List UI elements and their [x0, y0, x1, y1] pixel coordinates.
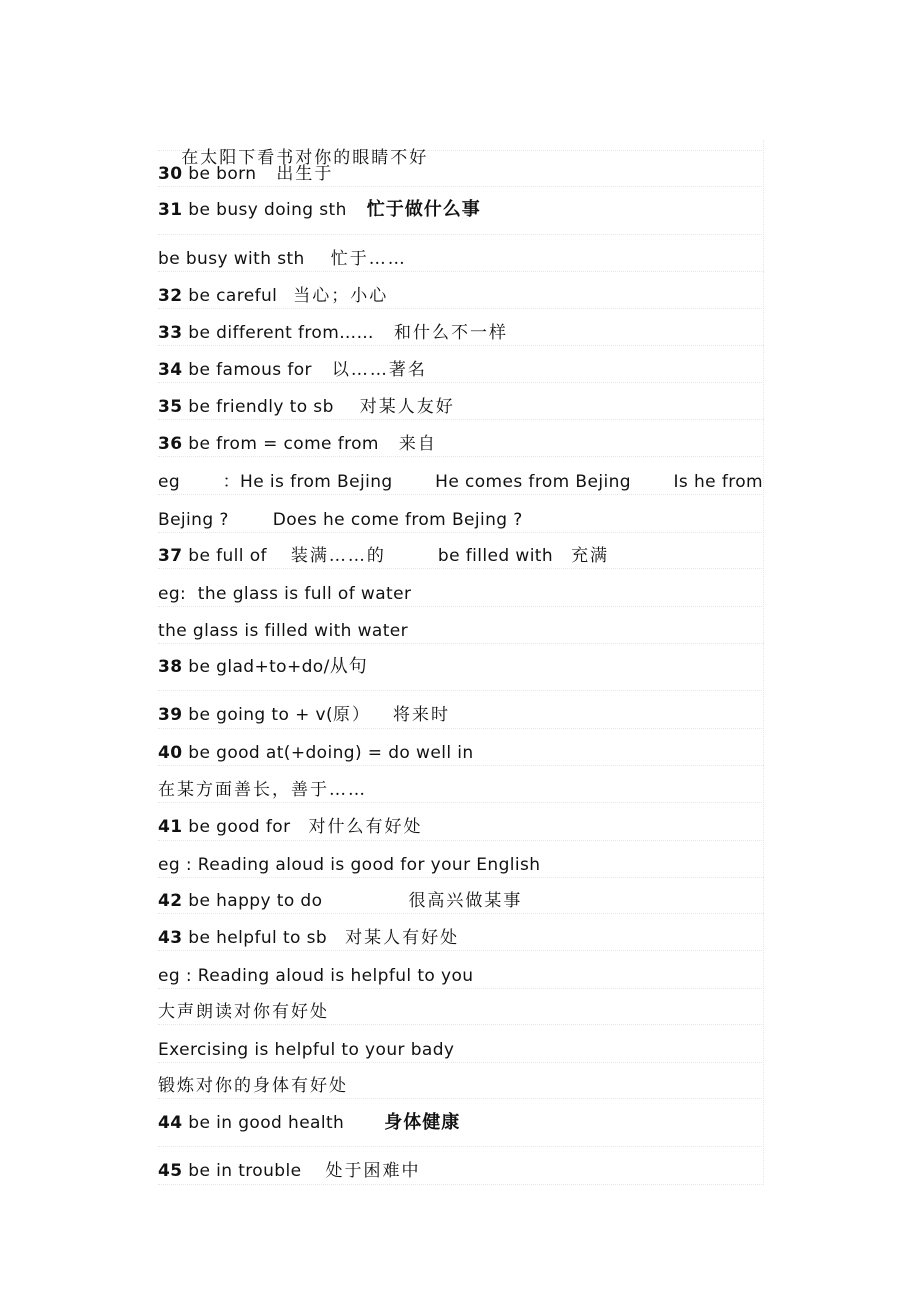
line-guide	[158, 606, 764, 607]
phrase-number: 41	[158, 817, 183, 837]
line-guide	[158, 494, 764, 495]
example-text: the glass is filled with water	[158, 621, 409, 641]
phrase-number: 36	[158, 434, 183, 454]
example-line	[158, 471, 763, 493]
phrase-number: 44	[158, 1113, 183, 1133]
english-phrase: be different from……	[182, 323, 374, 343]
phrase-line	[158, 704, 450, 726]
phrase-line	[158, 199, 481, 221]
line-guide	[158, 456, 764, 457]
line-guide	[158, 271, 764, 272]
english-phrase: be filled with	[437, 546, 554, 566]
english-phrase: be good at(+doing) = do well in	[182, 743, 474, 763]
line-guide	[158, 568, 764, 569]
line-guide	[158, 234, 764, 235]
line-guide	[158, 802, 764, 803]
phrase-line	[158, 1160, 420, 1182]
chinese-meaning: 将来时	[393, 705, 451, 725]
english-phrase: be glad+to+do/	[182, 657, 330, 677]
english-phrase: be helpful to sb	[182, 928, 328, 948]
line-guide	[158, 950, 764, 951]
english-phrase: be full of	[182, 546, 267, 566]
phrase-line	[158, 816, 423, 838]
phrase-number: 40	[158, 743, 183, 763]
line-guide	[158, 988, 764, 989]
phrase-line	[158, 545, 609, 567]
english-phrase: be going to + v(	[182, 705, 334, 725]
line-guide	[158, 308, 764, 309]
line-guide	[158, 1146, 764, 1147]
phrase-line	[158, 656, 368, 678]
line-guide	[158, 1062, 764, 1063]
example-text: eg: the glass is full of water	[158, 584, 412, 604]
example-line	[158, 620, 408, 642]
line-guide	[158, 1024, 764, 1025]
phrase-line	[158, 285, 388, 307]
phrase-line	[158, 163, 333, 185]
english-phrase: be in good health	[182, 1113, 345, 1133]
phrase-line	[158, 1112, 460, 1134]
line-guide	[158, 765, 764, 766]
chinese-meaning: 充满	[571, 546, 610, 566]
example-part: Is he from	[673, 472, 763, 492]
chinese-meaning: 处于困难中	[325, 1161, 421, 1181]
phrase-line	[158, 742, 474, 764]
chinese-meaning: 对某人有好处	[345, 928, 460, 948]
chinese-translation: 大声朗读对你有好处	[158, 1002, 329, 1022]
line-guide	[158, 382, 764, 383]
phrase-number: 37	[158, 546, 183, 566]
phrase-number: 43	[158, 928, 183, 948]
english-phrase: be careful	[182, 286, 278, 306]
chinese-meaning: 和什么不一样	[393, 323, 508, 343]
phrase-line	[158, 927, 459, 949]
chinese-meaning: 来自	[398, 434, 437, 454]
phrase-line	[158, 359, 427, 381]
example-line	[158, 583, 411, 605]
phrase-line	[158, 396, 455, 418]
phrase-number: 31	[158, 200, 183, 220]
chinese-meaning: 装满……的	[290, 546, 386, 566]
english-phrase: be friendly to sb	[182, 397, 334, 417]
margin-guide	[763, 140, 764, 1185]
line-guide	[158, 1098, 764, 1099]
phrase-line	[158, 322, 508, 344]
example-line	[158, 965, 473, 987]
chinese-meaning: 从句	[329, 656, 368, 677]
phrase-line	[158, 433, 437, 455]
phrase-line	[158, 779, 367, 801]
english-phrase: be born	[182, 164, 257, 184]
line-guide	[158, 1184, 764, 1185]
chinese-meaning: 以……著名	[331, 360, 427, 380]
chinese-meaning: 忙于做什么事	[366, 199, 481, 220]
example-part: Does he come from Bejing ?	[272, 510, 523, 530]
english-phrase: be busy with sth	[158, 249, 305, 269]
example-line	[158, 1001, 329, 1023]
example-line	[158, 854, 540, 876]
example-text: eg : Reading aloud is good for your English	[158, 855, 541, 875]
chinese-translation: 锻炼对你的身体有好处	[158, 1076, 348, 1096]
english-phrase: be busy doing sth	[182, 200, 347, 220]
chinese-meaning: 很高兴做某事	[408, 891, 523, 911]
line-guide	[158, 690, 764, 691]
phrase-number: 33	[158, 323, 183, 343]
chinese-meaning: 忙于……	[330, 249, 407, 269]
line-guide	[158, 913, 764, 914]
example-text: Exercising is helpful to your bady	[158, 1040, 455, 1060]
chinese-meaning: 对某人友好	[359, 397, 455, 417]
example-part: ：He is from Bejing	[222, 472, 393, 492]
phrase-line	[158, 248, 407, 270]
chinese-meaning: 当心；小心	[293, 286, 389, 306]
line-guide	[158, 419, 764, 420]
example-line	[158, 1075, 348, 1097]
chinese-meaning: 原）	[333, 705, 372, 725]
example-part: Bejing ?	[158, 510, 229, 530]
phrase-number: 39	[158, 705, 183, 725]
chinese-meaning: 出生于	[276, 164, 334, 184]
english-phrase: be in trouble	[182, 1161, 302, 1181]
line-guide	[158, 643, 764, 644]
example-line	[158, 1039, 454, 1061]
example-part: He comes from Bejing	[435, 472, 631, 492]
phrase-number: 38	[158, 657, 183, 677]
example-part: eg	[158, 472, 181, 492]
english-phrase: be from = come from	[182, 434, 379, 454]
line-guide	[158, 532, 764, 533]
phrase-number: 35	[158, 397, 183, 417]
phrase-number: 30	[158, 164, 183, 184]
chinese-meaning: 对什么有好处	[308, 817, 423, 837]
line-guide	[158, 728, 764, 729]
chinese-meaning: 身体健康	[384, 1112, 461, 1133]
chinese-text: 在太阳下看书对你的眼睛不好	[181, 148, 429, 168]
example-text: eg : Reading aloud is helpful to you	[158, 966, 474, 986]
example-line	[158, 509, 523, 531]
english-phrase: be famous for	[182, 360, 312, 380]
chinese-meaning: 在某方面善长，善于……	[158, 780, 367, 800]
line-guide	[158, 345, 764, 346]
line-guide	[158, 840, 764, 841]
phrase-number: 34	[158, 360, 183, 380]
phrase-number: 32	[158, 286, 183, 306]
phrase-number: 42	[158, 891, 183, 911]
line-guide	[158, 877, 764, 878]
phrase-line	[158, 890, 522, 912]
english-phrase: be happy to do	[182, 891, 323, 911]
english-phrase: be good for	[182, 817, 291, 837]
phrase-number: 45	[158, 1161, 183, 1181]
